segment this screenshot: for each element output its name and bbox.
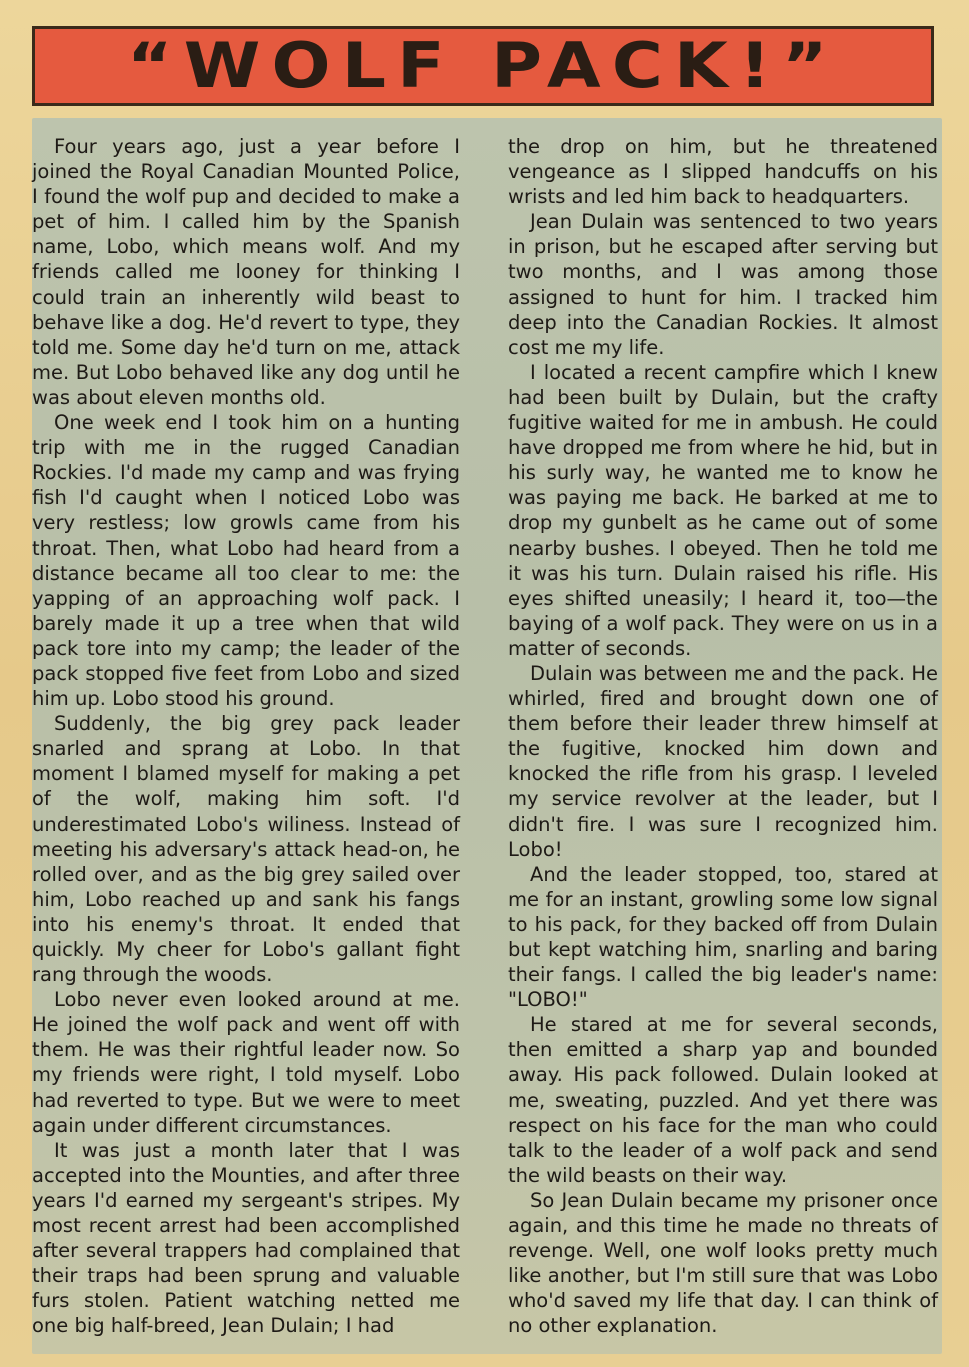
paragraph: I located a recent campfire which I knew had been built by Dulain, but the crafty fugitive waited for me in ambush. He could have dropped me from where he hid, but in his surly way, he wanted me to know he was paying me back. He barked at me to drop my gunbelt as he came out of some nearby bushes. I obeyed. Then he told me it was his turn. Dulain raised his rifle. His eyes shifted uneasily; I heard it, too—the baying of a wolf pack. They were on us in a matter of seconds. (508, 360, 938, 660)
paragraph: So Jean Dulain became my prisoner once again, and this time he made no threats of revenge. Well, one wolf looks pretty much like another, but I'm still sure that was Lobo who'd saved my life that day. I can think of no other explanation. (508, 1188, 938, 1338)
paragraph: He stared at me for several seconds, then emitted a sharp yap and bounded away. His pack followed. Dulain looked at me, sweating, puzzled. And yet there was respect on his face for the man who could talk to the leader of a wolf pack and send the wild beasts on their way. (508, 1013, 938, 1187)
paragraph: Four years ago, just a year before I joined the Royal Canadian Mounted Police, I found the wolf pup and decided to make a pet of him. I called him by the Spanish name, Lobo, which means wolf. And my friends called me looney for thinking I could train an inherently wild beast to behave like a dog. He'd revert to type, they told me. Some day he'd turn on me, attack me. But Lobo behaved like any dog until he was about eleven months old. (32, 135, 460, 409)
paragraph: the drop on him, but he threatened vengeance as I slipped handcuffs on his wrists and led him back to headquarters. (508, 135, 938, 209)
right-column (508, 134, 938, 1339)
paragraph: One week end I took him on a hunting trip with me in the rugged Canadian Rockies. I'd made my camp and was frying fish I'd caught when I noticed Lobo was very restless; low growls came from his throat. Then, what Lobo had heard from a distance became all too clear to me: the yapping of an approaching wolf pack. I barely made it up a tree when that wild pack tore into my camp; the leader of the pack stopped five feet from Lobo and sized him up. Lobo stood his ground. (32, 411, 460, 711)
paragraph: Jean Dulain was sentenced to two years in prison, but he escaped after serving but two months, and I was among those assigned to hunt for him. I tracked him deep into the Canadian Rockies. It almost cost me my life. (508, 210, 938, 359)
left-column (32, 134, 460, 1339)
story-title: “WOLF PACK!” (127, 29, 839, 102)
paragraph: Dulain was between me and the pack. He whirled, fired and brought down one of them before their leader threw himself at the fugitive, knocked him down and knocked the rifle from his grasp. I leveled my service revolver at the leader, but I didn't fire. I was sure I recognized him. Lobo! (508, 661, 938, 861)
paragraph: Suddenly, the big grey pack leader snarled and sprang at Lobo. In that moment I blamed myself for making a pet of the wolf, making him soft. I'd underestimated Lobo's wiliness. Instead of meeting his adversary's attack head-on, he rolled over, and as the big grey sailed over him, Lobo reached up and sank his fangs into his enemy's throat. It ended that quickly. My cheer for Lobo's gallant fight rang through the woods. (32, 712, 460, 987)
title-banner (32, 26, 934, 106)
paragraph: Lobo never even looked around at me. He joined the wolf pack and went off with them. He was their rightful leader now. So my friends were right, I told myself. Lobo had reverted to type. But we were to meet again under different circumstances. (32, 988, 460, 1137)
paragraph: And the leader stopped, too, stared at me for an instant, growling some low signal to his pack, for they backed off from Dulain but kept watching him, snarling and baring their fangs. I called the big leader's name: "LOBO!" (508, 862, 938, 1012)
paragraph: It was just a month later that I was accepted into the Mounties, and after three years I'd earned my sergeant's stripes. My most recent arrest had been accomplished after several trappers had complained that their traps had been sprung and valuable furs stolen. Patient watching netted me one big half-breed, Jean Dulain; I had (32, 1138, 460, 1338)
